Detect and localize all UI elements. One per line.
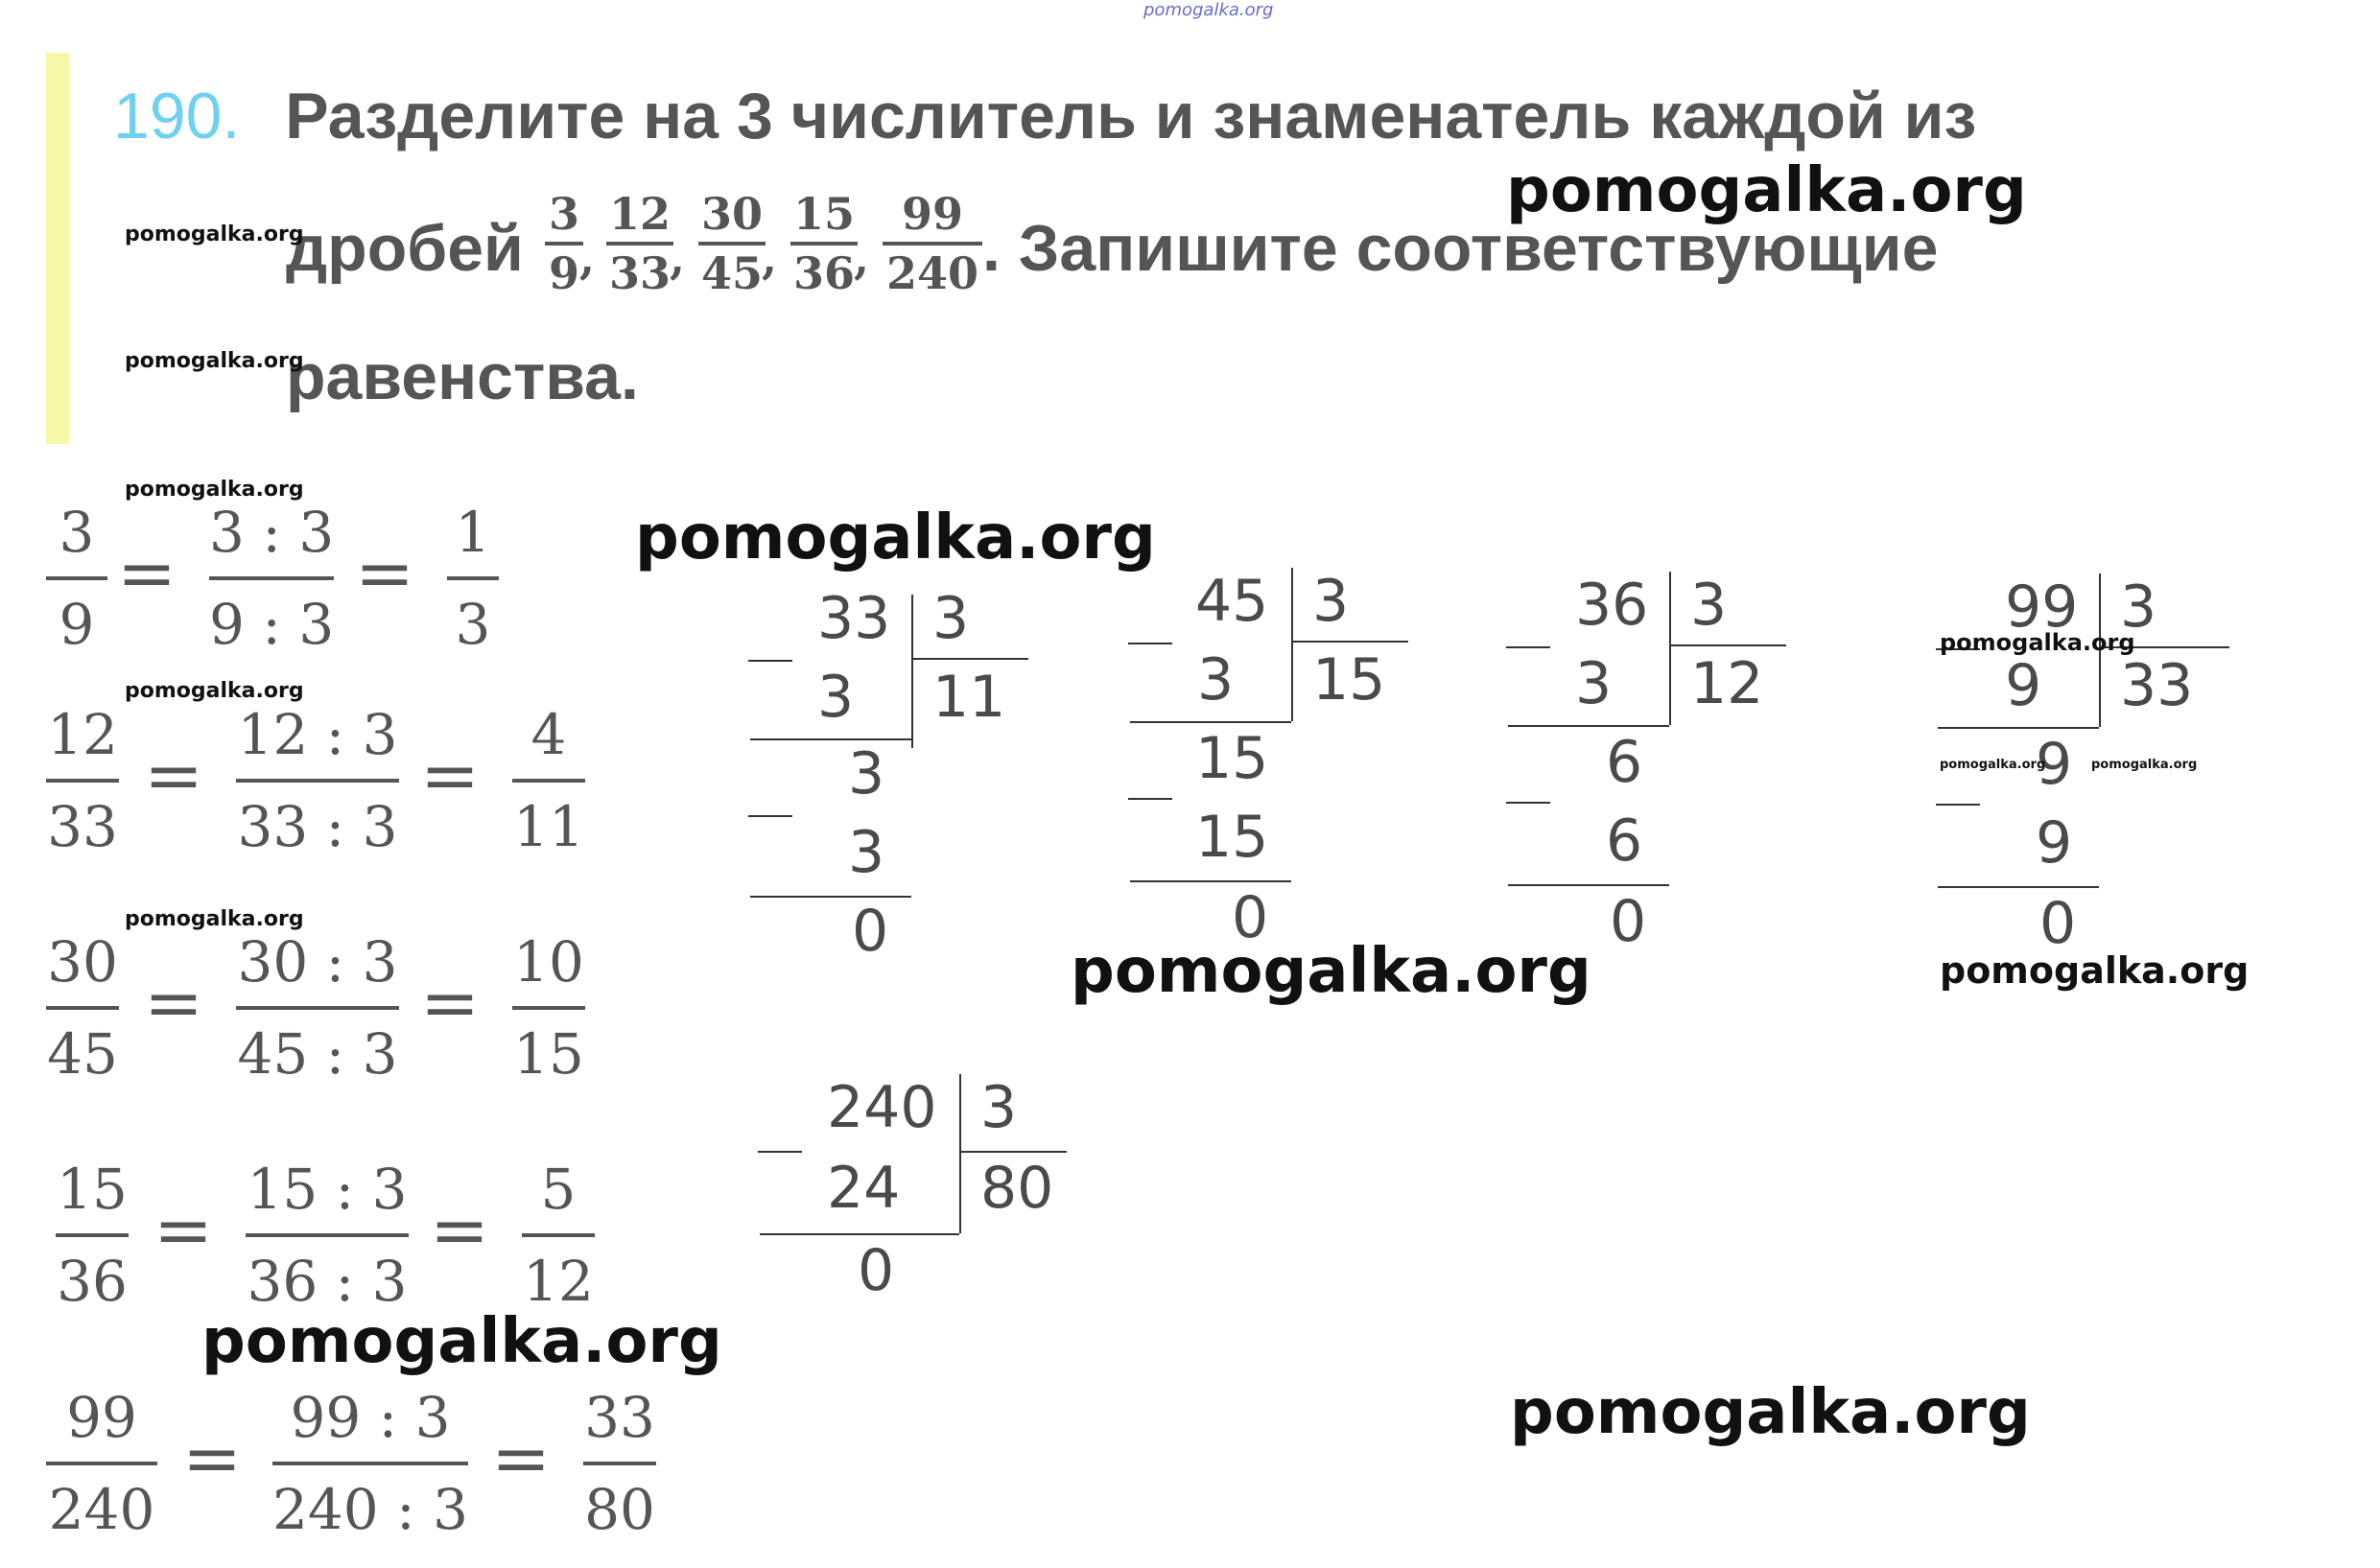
equals-sign: = [144,962,204,1044]
watermark: pomogalka.org [1940,758,2046,772]
fraction: 5 12 [523,1157,594,1314]
remainder: 0 [2039,890,2077,957]
partial-remainder: 15 [1195,725,1269,792]
watermark: pomogalka.org [1506,155,2027,226]
minus-sign [1936,804,1980,806]
fraction: 3 9 [46,494,107,663]
subtrahend: 3 [848,819,885,886]
task-fraction-2: 12 33 [606,188,673,299]
remainder: 0 [858,1237,895,1304]
fraction: 10 15 [513,929,584,1087]
watermark: pomogalka.org [1510,1377,2031,1448]
watermark: pomogalka.org [125,907,304,931]
task-fraction-5: 99 240 [883,188,982,299]
watermark: pomogalka.org [635,503,1156,573]
minus-sign [1128,798,1172,800]
remainder: 0 [1232,884,1269,951]
watermark: pomogalka.org [201,1306,722,1377]
subtrahend: 6 [1606,807,1643,875]
divisor: 3 [1312,568,1350,635]
dividend: 99 [2005,573,2079,641]
quotient: 33 [2120,652,2194,719]
quotient: 15 [1312,646,1386,714]
task-number: 190. [113,80,241,152]
task-text-line1: Разделите на 3 числитель и знаменатель каждой из [285,80,1977,152]
watermark: pomogalka.org [1071,936,1591,1007]
subtrahend: 15 [1195,804,1269,871]
task-fraction-1: 3 9 [545,188,583,299]
fraction: 12 : 3 33 : 3 [237,702,398,859]
task-heading-line1 [113,79,1976,153]
remainder: 0 [852,898,889,965]
minus-sign [748,815,792,817]
fraction: 99 : 3 240 : 3 [272,1385,469,1542]
subtrahend: 9 [2036,809,2073,877]
fraction: 12 33 [47,702,118,859]
quotient: 11 [932,664,1006,731]
quotient: 12 [1690,650,1764,717]
fraction: 30 45 [47,929,118,1087]
dividend: 33 [817,585,891,652]
equals-sign: = [144,735,204,817]
comma: , [854,232,870,284]
dividend: 36 [1575,572,1649,639]
divisor: 3 [980,1074,1018,1141]
minus-sign [748,660,792,662]
equals-sign: = [153,1189,214,1272]
comma: , [762,232,778,284]
partial-remainder: 3 [848,740,885,807]
divisor: 3 [2120,573,2157,641]
equals-sign: = [117,532,177,615]
divisor: 3 [1690,572,1728,639]
fraction: 15 : 3 36 : 3 [247,1157,408,1314]
comma: , [670,232,686,284]
task-text-line2-end: . Запишите соответствующие [982,212,1939,285]
divisor: 3 [932,585,970,652]
equals-sign: = [182,1417,243,1500]
watermark: pomogalka.org [125,222,304,246]
minus-sign [1128,643,1172,644]
partial-remainder: 9 [2036,731,2073,798]
equals-sign: = [420,735,481,817]
partial-remainder: 6 [1606,729,1643,796]
task-text-line3: равенства. [286,340,639,413]
subtrahend: 3 [1197,646,1235,714]
dividend: 240 [827,1074,937,1141]
subtrahend: 24 [827,1155,901,1222]
fraction: 99 240 [46,1379,157,1548]
task-text-line2-start: дробей [286,212,524,285]
task-fraction-4: 15 36 [790,188,858,299]
subtrahend: 9 [2005,652,2042,719]
watermark: pomogalka.org [125,349,304,373]
margin-highlight-bar [46,53,69,444]
subtrahend: 3 [1575,650,1613,717]
minus-sign [1506,802,1550,804]
watermark-top: pomogalka.org [1143,0,1274,20]
minus-sign [1506,646,1550,648]
watermark: pomogalka.org [1940,629,2135,656]
subtrahend: 3 [817,664,855,731]
watermark: pomogalka.org [2091,758,2198,772]
dividend: 45 [1195,568,1269,635]
fraction: 15 36 [57,1157,128,1314]
remainder: 0 [1610,888,1647,955]
watermark: pomogalka.org [125,478,304,502]
fraction: 30 : 3 45 : 3 [237,929,398,1087]
equals-sign: = [355,532,415,615]
fraction: 3 : 3 9 : 3 [209,500,335,657]
watermark: pomogalka.org [125,679,304,703]
quotient: 80 [980,1155,1054,1222]
fraction: 1 3 [447,494,499,663]
equals-sign: = [430,1189,490,1272]
equals-sign: = [420,962,481,1044]
equals-sign: = [491,1417,552,1500]
minus-sign [758,1151,802,1153]
task-fraction-3: 30 45 [698,188,766,299]
fraction: 33 80 [584,1385,655,1542]
fraction: 4 11 [513,702,584,859]
comma: , [579,232,596,284]
watermark: pomogalka.org [1940,949,2250,992]
